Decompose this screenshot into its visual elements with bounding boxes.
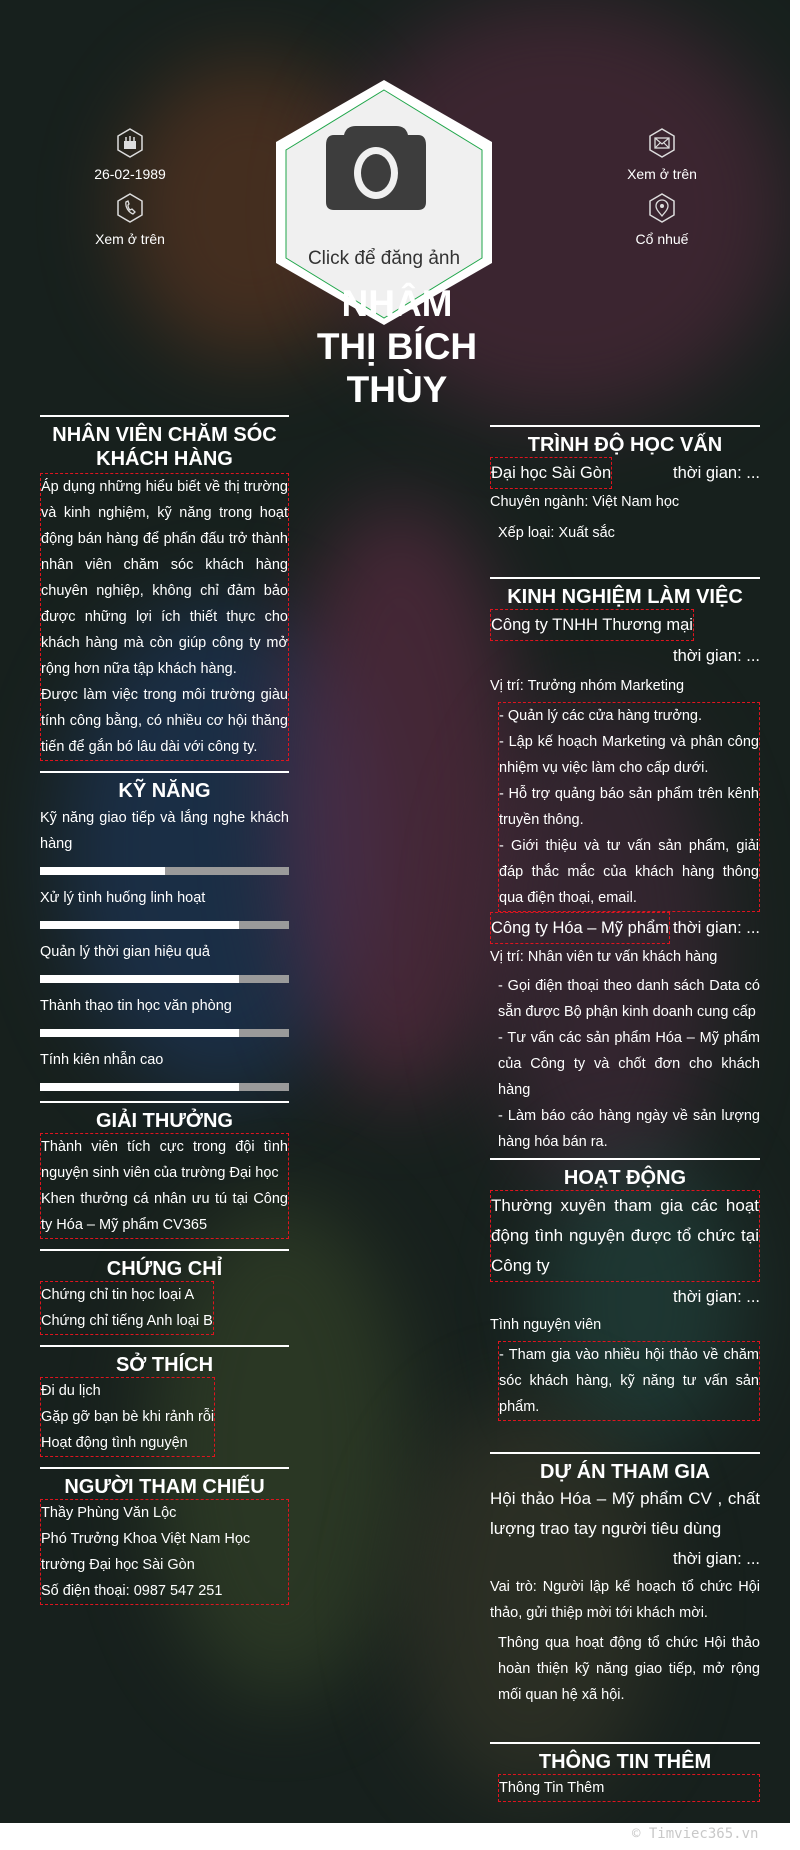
activity-detail[interactable]: - Tham gia vào nhiều hội thảo về chăm sóc khách hàng, kỹ năng tư vấn sản phẩm. xyxy=(498,1341,760,1421)
project-name: Hội thảo Hóa – Mỹ phẩm CV , chất lượng trao tay người tiêu dùng xyxy=(490,1489,760,1538)
awards-text[interactable] xyxy=(40,1133,289,1239)
camera-icon xyxy=(326,126,426,210)
skill-label: Thành thạo tin học văn phòng xyxy=(40,998,232,1014)
duty-item: - Tư vấn các sản phẩm Hóa – Mỹ phẩm của Công ty và chốt đơn cho khách hàng xyxy=(498,1030,760,1098)
skill-label: Kỹ năng giao tiếp và lắng nghe khách hàng xyxy=(40,810,289,852)
activity-time: thời gian: ... xyxy=(673,1288,760,1306)
skill-level-bar xyxy=(40,921,289,929)
skill-label: Tính kiên nhẫn cao xyxy=(40,1052,164,1068)
company-name[interactable]: Công ty TNHH Thương mại xyxy=(490,609,694,641)
skill-level-bar xyxy=(40,867,289,875)
duty-item: - Quản lý các cửa hàng trưởng. xyxy=(499,708,703,724)
experience-title: KINH NGHIỆM LÀM VIỆC xyxy=(507,586,743,608)
divider xyxy=(490,1452,760,1454)
location-pin-icon xyxy=(649,193,675,223)
activity-role: Tình nguyện viên xyxy=(490,1317,602,1333)
paragraph: Được làm việc trong môi trường giàu tính công bằng, có nhiều cơ hội thăng tiến để gắn bó lâu dài với công ty. xyxy=(41,687,288,755)
divider xyxy=(490,577,760,579)
divider xyxy=(40,1467,289,1469)
experience-section xyxy=(490,577,760,1155)
education-grade: Xếp loại: Xuất sắc xyxy=(498,525,615,541)
job-duties[interactable] xyxy=(498,702,760,912)
awards-section xyxy=(40,1101,289,1239)
hobbies-text[interactable] xyxy=(40,1377,215,1457)
name-line: THÙY xyxy=(346,369,448,410)
skill-level-fill xyxy=(40,921,239,929)
duty-item: - Hỗ trợ quảng báo sản phẩm trên kênh truyền thông. xyxy=(499,786,759,828)
education-major: Chuyên ngành: Việt Nam học xyxy=(490,494,680,510)
paragraph: Áp dụng những hiểu biết về thị trường và kinh nghiệm, kỹ năng trong hoạt động bán hàng để phấn đấu trở thành nhân viên chăm sóc khách hàng chuyên nghiệp, không chỉ đảm bảo được những lợi ích thiết thực cho khách hàng mà còn giúp công ty mở rộng hơn nữa tập khách hàng. xyxy=(41,479,288,677)
company-name[interactable]: Công ty Hóa – Mỹ phẩm xyxy=(490,912,670,944)
duty-item: - Gọi điện thoại theo danh sách Data có sẵn được Bộ phận kinh doanh cung cấp xyxy=(498,978,760,1020)
skill-level-fill xyxy=(40,867,165,875)
education-time: thời gian: ... xyxy=(673,464,760,482)
hobbies-section xyxy=(40,1345,289,1457)
activities-title: HOẠT ĐỘNG xyxy=(563,1167,687,1189)
phone-icon xyxy=(117,193,143,223)
award-item: Thành viên tích cực trong đội tình nguyện sinh viên của trường Đại học xyxy=(41,1139,288,1181)
divider xyxy=(490,1158,760,1160)
phone-info xyxy=(50,193,210,247)
project-time: thời gian: ... xyxy=(673,1550,760,1568)
references-section xyxy=(40,1467,289,1605)
hobby-item: Hoạt động tình nguyện xyxy=(41,1435,188,1451)
name-line: NHÂM xyxy=(341,283,453,324)
projects-title: DỰ ÁN THAM GIA xyxy=(540,1461,710,1483)
hobbies-title: SỞ THÍCH xyxy=(115,1354,214,1376)
reference-line: Phó Trưởng Khoa Việt Nam Học trường Đại học Sài Gòn xyxy=(41,1531,251,1573)
email-info xyxy=(582,128,742,182)
left-column xyxy=(40,415,289,1615)
project-role: Vai trò: Người lập kế hoạch tổ chức Hội thảo, gửi thiệp mời tới khách mời. xyxy=(490,1579,760,1621)
hobby-item: Gặp gỡ bạn bè khi rảnh rỗi xyxy=(41,1409,215,1425)
certificates-section xyxy=(40,1249,289,1335)
skill-label: Quản lý thời gian hiệu quả xyxy=(40,944,210,960)
certificates-text[interactable] xyxy=(40,1281,214,1335)
photo-upload-label: Click để đăng ảnh xyxy=(307,248,461,269)
objective-section xyxy=(40,415,289,761)
objective-text[interactable] xyxy=(40,473,289,761)
certificates-title: CHỨNG CHỈ xyxy=(106,1258,223,1280)
cake-icon xyxy=(117,128,143,158)
duty-item: - Lập kế hoạch Marketing và phân công nhiệm vụ việc làm cho cấp dưới. xyxy=(499,734,759,776)
candidate-name xyxy=(297,282,497,411)
duty-item: - Giới thiệu và tư vấn sản phẩm, giải đáp thắc mắc của khách hàng thông qua điện thoại, email. xyxy=(499,838,759,906)
skills-section xyxy=(40,771,289,1091)
skill-level-fill xyxy=(40,1029,239,1037)
activities-section xyxy=(490,1158,760,1421)
skill-label: Xử lý tình huống linh hoạt xyxy=(40,890,206,906)
birthdate-text: 26-02-1989 xyxy=(94,166,166,182)
skill-level-fill xyxy=(40,1083,239,1091)
extra-info-section xyxy=(490,1742,760,1802)
skill-level-bar xyxy=(40,975,289,983)
address-info xyxy=(582,193,742,247)
job-position: Vị trí: Nhân viên tư vấn khách hàng xyxy=(490,949,718,965)
skill-level-fill xyxy=(40,975,239,983)
objective-title: NHÂN VIÊN CHĂM SÓC KHÁCH HÀNG xyxy=(52,424,277,470)
job-time: thời gian: ... xyxy=(673,919,760,937)
skill-level-bar xyxy=(40,1083,289,1091)
divider xyxy=(490,1742,760,1744)
projects-section xyxy=(490,1452,760,1708)
certificate-item: Chứng chỉ tin học loại A xyxy=(41,1287,195,1303)
skill-level-bar xyxy=(40,1029,289,1037)
email-text: Xem ở trên xyxy=(627,166,697,182)
skills-title: KỸ NĂNG xyxy=(118,780,211,802)
references-text[interactable] xyxy=(40,1499,289,1605)
divider xyxy=(40,771,289,773)
hobby-item: Đi du lịch xyxy=(41,1383,101,1399)
birthdate-info xyxy=(50,128,210,182)
phone-text: Xem ở trên xyxy=(95,231,165,247)
job-position: Vị trí: Trưởng nhóm Marketing xyxy=(490,678,685,694)
address-text: Cổ nhuế xyxy=(635,231,689,247)
references-title: NGƯỜI THAM CHIẾU xyxy=(64,1476,265,1498)
award-item: Khen thưởng cá nhân ưu tú tại Công ty Hóa – Mỹ phẩm CV365 xyxy=(41,1191,288,1233)
reference-line: Số điện thoại: 0987 547 251 xyxy=(41,1583,223,1599)
extra-info-text[interactable]: Thông Tin Thêm xyxy=(498,1774,760,1802)
awards-title: GIẢI THƯỞNG xyxy=(96,1110,233,1132)
reference-line: Thầy Phùng Văn Lộc xyxy=(41,1505,177,1521)
extra-info-title: THÔNG TIN THÊM xyxy=(538,1751,712,1773)
job-duties xyxy=(490,973,760,1155)
envelope-icon xyxy=(649,128,675,158)
certificate-item: Chứng chỉ tiếng Anh loại B xyxy=(41,1313,213,1329)
job-time: thời gian: ... xyxy=(673,647,760,665)
watermark: © Timviec365.vn xyxy=(632,1826,759,1842)
divider xyxy=(490,425,760,427)
education-title: TRÌNH ĐỘ HỌC VẤN xyxy=(527,434,723,456)
divider xyxy=(40,415,289,417)
activity-name[interactable]: Thường xuyên tham gia các hoạt động tình nguyện được tổ chức tại Công ty xyxy=(490,1190,760,1282)
name-line: THỊ BÍCH xyxy=(316,326,478,367)
divider xyxy=(40,1345,289,1347)
education-section xyxy=(490,425,760,546)
divider xyxy=(40,1249,289,1251)
divider xyxy=(40,1101,289,1103)
duty-item: - Làm báo cáo hàng ngày về sản lượng hàng hóa bán ra. xyxy=(498,1108,760,1150)
project-detail: Thông qua hoạt động tổ chức Hội thảo hoàn thiện kỹ năng giao tiếp, mở rộng mối quan hệ xã hội. xyxy=(498,1635,760,1703)
school-name[interactable]: Đại học Sài Gòn xyxy=(490,457,612,489)
